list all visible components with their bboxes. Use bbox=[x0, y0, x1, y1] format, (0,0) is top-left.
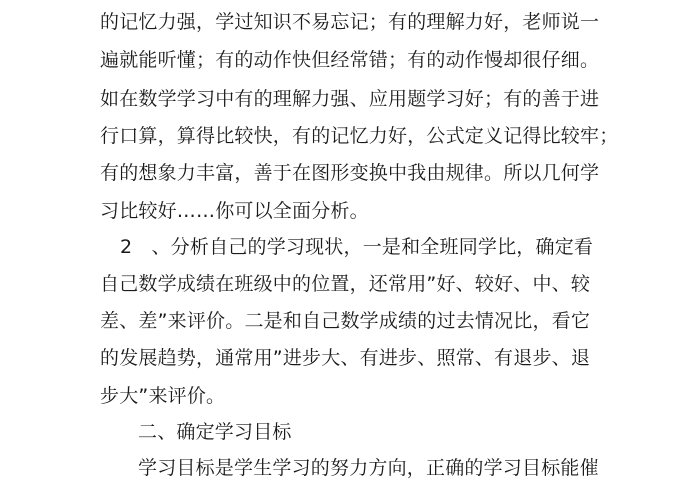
numbered-paragraph-line: 2 、分析自己的学习现状，一是和全班同学比，确定看 bbox=[120, 236, 594, 258]
body-line: 如在数学学习中有的理解力强、应用题学习好；有的善于进 bbox=[100, 88, 600, 110]
body-line: 步大”来评价。 bbox=[100, 385, 226, 407]
section-heading: 二、确定学习目标 bbox=[138, 421, 292, 443]
body-line: 自己数学成绩在班级中的位置，还常用”好、较好、中、较 bbox=[100, 273, 591, 295]
body-line: 差、差”来评价。二是和自己数学成绩的过去情况比，看它 bbox=[100, 310, 591, 332]
body-line: 有的想象力丰富，善于在图形变换中我由规律。所以几何学 bbox=[100, 162, 600, 184]
body-line: 遍就能听懂；有的动作快但经常错；有的动作慢却很仔细。 bbox=[100, 49, 600, 71]
body-line: 的记忆力强，学过知识不易忘记；有的理解力好，老师说一 bbox=[100, 11, 600, 33]
body-line: 行口算，算得比较快，有的记忆力好，公式定义记得比较牢； bbox=[100, 125, 619, 147]
body-line: 的发展趋势，通常用”进步大、有进步、照常、有退步、退 bbox=[100, 347, 591, 369]
body-line: 学习目标是学生学习的努力方向，正确的学习目标能催 bbox=[138, 457, 599, 479]
body-line: 习比较好……你可以全面分析。 bbox=[100, 200, 369, 222]
